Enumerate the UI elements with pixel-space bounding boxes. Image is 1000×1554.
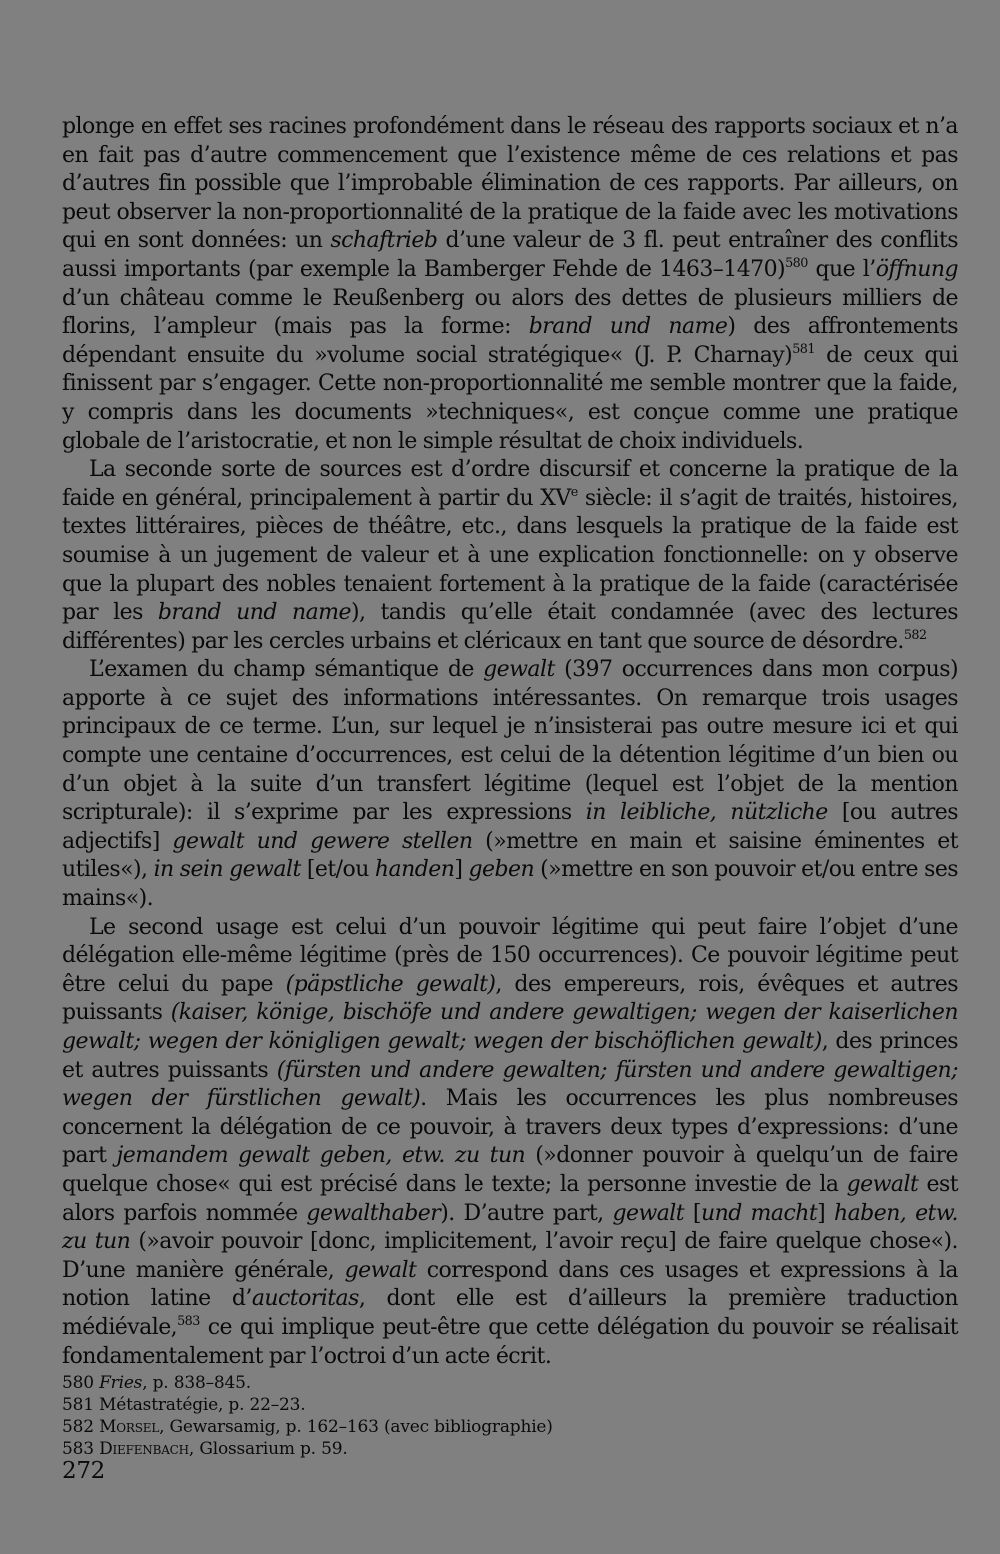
italic-text: gewalt bbox=[483, 657, 555, 683]
italic-text: (kaiser, könige, bischöfe und andere gewaltigen; wegen der kaiserlichen gewalt; wegen der königligen gewalt; wegen der bischöflichen gewalt) bbox=[62, 1000, 958, 1054]
italic-text: öffnung bbox=[875, 256, 959, 282]
italic-text: in sein gewalt bbox=[153, 857, 301, 883]
italic-text: (päpstliche gewalt) bbox=[285, 971, 496, 997]
text-run: ce qui implique peut-être que cette délégation du pouvoir se réalisait fondamentalement par l’octroi d’un acte écrit. bbox=[62, 1314, 958, 1369]
text-run: ), tandis qu’elle était condamnée (avec des lectures différentes) par les cercles urbains et cléricaux en tant que source de désordre. bbox=[62, 600, 958, 654]
paragraph bbox=[62, 914, 958, 1372]
text-run: Le second usage est celui d’un pouvoir légitime qui peut faire l’objet d’une délégation elle-même légitime (près de 150 occurrences). Ce pouvoir légitime peut être celui du pape bbox=[62, 914, 958, 997]
author-name: Diefenbach bbox=[99, 1439, 189, 1459]
italic-text: brand und name bbox=[157, 600, 351, 626]
text-run: (»avoir pouvoir [donc, implicitement, l’avoir reçu] de faire quelque chose«). D’une manière générale, bbox=[62, 1229, 958, 1283]
text-run: (»mettre en main et saisine éminentes et utiles«), bbox=[62, 828, 958, 883]
text-run: , Glossarium p. 59. bbox=[188, 1439, 348, 1459]
footnote bbox=[62, 1438, 958, 1460]
italic-text: brand und name bbox=[528, 314, 728, 340]
text-run: [ bbox=[684, 1200, 701, 1226]
footnote-ref: 582 bbox=[903, 627, 927, 643]
footnote-ref: 583 bbox=[177, 1313, 200, 1329]
text-run: est alors parfois nommée bbox=[62, 1171, 958, 1226]
text-run: , Gewarsamig, p. 162–163 (avec bibliographie) bbox=[159, 1417, 553, 1437]
italic-text: geben bbox=[468, 857, 535, 883]
footnotes bbox=[62, 1372, 958, 1460]
text-run: 582 bbox=[62, 1417, 100, 1437]
text-run: d’un château comme le Reußenberg ou alors des dettes de plusieurs milliers de florins, l’ampleur (mais pas la forme: bbox=[62, 285, 958, 340]
footnote-ref: 580 bbox=[785, 255, 808, 271]
footnote-ref: e bbox=[570, 484, 578, 500]
text-run: d’une valeur de 3 fl. peut entraîner des conflits aussi importants (par exemple la Bamberger Fehde de 1463–1470) bbox=[62, 228, 958, 282]
italic-text: in leibliche, nützliche bbox=[585, 800, 828, 826]
text-run: correspond dans ces usages et expressions à la notion latine d’ bbox=[62, 1257, 958, 1312]
author-name: Morsel bbox=[99, 1417, 160, 1437]
footnote bbox=[62, 1416, 958, 1438]
text-run: La seconde sorte de sources est d’ordre discursif et concerne la pratique de la faide en général, principalement à partir du XV bbox=[62, 457, 958, 511]
text-run: 581 Métastratégie, p. 22–23. bbox=[62, 1395, 306, 1415]
italic-text: gewalthaber bbox=[306, 1200, 441, 1226]
text-run: ] bbox=[817, 1200, 834, 1226]
text-run: plonge en effet ses racines profondément dans le réseau des rapports sociaux et n’a en fait pas d’autre commencement que l’existence même de ces relations et pas d’autres fin possible que l’improbable élimination de ces rapports. Par ailleurs, on peut observer la non-proportionnalité de la pratique de la faide avec les motivations qui en sont données: un bbox=[62, 114, 958, 254]
text-run: , p. 838–845. bbox=[142, 1373, 251, 1393]
text-run: (»mettre en son pouvoir et/ou entre ses mains«). bbox=[62, 857, 959, 912]
text-run: ] bbox=[454, 857, 469, 883]
text-run: , dont elle est d’ailleurs la première traduction médiévale, bbox=[62, 1286, 958, 1340]
text-run: siècle: il s’agit de traités, histoires, textes littéraires, pièces de théâtre, etc., dans lesquels la pratique de la faide est soumise à un jugement de valeur et à une explication fonctionnelle: on y observe que la plupart des nobles tenaient fortement à la pratique de la faide (caractérisée par les bbox=[62, 485, 959, 626]
text-run: [et/ou bbox=[300, 857, 375, 883]
text-run: de ceux qui finissent par s’engager. Cette non-proportionnalité me semble montrer que la faide, y compris dans les documents »techniques«, est conçue comme une pratique globale de l’aristocratie, et non le simple résultat de choix individuels. bbox=[62, 342, 959, 454]
italic-text: gewalt und gewere stellen bbox=[172, 828, 473, 854]
footnote bbox=[62, 1372, 958, 1394]
text-run: que l’ bbox=[807, 256, 876, 282]
page-number: 272 bbox=[62, 1458, 105, 1484]
italic-text: schaftrieb bbox=[330, 228, 438, 254]
text-run: [ou autres adjectifs] bbox=[62, 800, 958, 854]
text-run: 580 bbox=[62, 1373, 100, 1393]
italic-text: (fürsten und andere gewalten; fürsten und andere gewaltigen; wegen der fürstlichen gewalt) bbox=[62, 1057, 958, 1112]
italic-text: und macht bbox=[700, 1200, 818, 1226]
text-run: (397 occurrences dans mon corpus) apporte à ce sujet des informations intéressantes. On remarque trois usages principaux de ce terme. L’un, sur lequel je n’insisterai pas outre mesure ici et qui compte une centaine d’occurrences, est celui de la détention légitime d’un bien ou d’un objet à la suite d’un transfert légitime (lequel est l’objet de la mention scripturale): il s’exprime par les expressions bbox=[62, 657, 958, 826]
paragraph bbox=[62, 456, 958, 656]
text-run: , des empereurs, rois, évêques et autres puissants bbox=[62, 971, 958, 1026]
text-run: , des princes et autres puissants bbox=[62, 1029, 958, 1083]
text-run: 583 bbox=[62, 1439, 100, 1459]
footnote bbox=[62, 1394, 958, 1416]
italic-text: gewalt bbox=[612, 1200, 685, 1226]
italic-text: jemandem gewalt geben, etw. zu tun bbox=[116, 1143, 526, 1169]
main-text bbox=[62, 113, 958, 1371]
text-run: . Mais les occurrences les plus nombreuses concernent la délégation de ce pouvoir, à travers deux types d’expressions: d’une part bbox=[62, 1086, 958, 1169]
text-run: ). D’autre part, bbox=[440, 1200, 613, 1226]
text-run: L’examen du champ sémantique de bbox=[89, 657, 484, 683]
text-run: ) des affrontements dépendant ensuite du »volume social stratégique« (J. P. Charnay) bbox=[62, 314, 959, 368]
italic-text: haben, etw. zu tun bbox=[62, 1200, 958, 1255]
footnote-ref: 581 bbox=[792, 341, 815, 357]
paragraph bbox=[62, 113, 958, 456]
italic-text: auctoritas bbox=[251, 1286, 359, 1312]
paragraph bbox=[62, 656, 958, 913]
italic-text: handen bbox=[374, 857, 455, 883]
text-run: (»donner pouvoir à quelqu’un de faire quelque chose« qui est précisé dans le texte; la personne investie de la bbox=[62, 1143, 958, 1197]
italic-text: gewalt bbox=[846, 1171, 919, 1197]
italic-text: Fries bbox=[99, 1373, 143, 1393]
italic-text: gewalt bbox=[344, 1257, 417, 1283]
